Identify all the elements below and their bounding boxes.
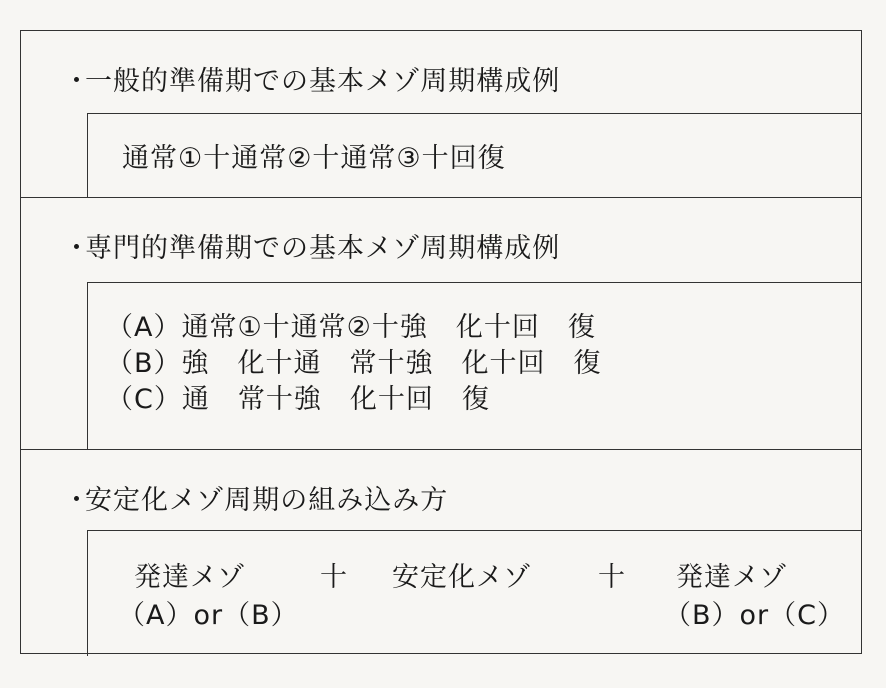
heading-text: 安定化メゾ周期の組み込み方 [85, 485, 449, 516]
example-box [87, 113, 861, 197]
figure-frame [20, 30, 862, 654]
example-box [87, 530, 861, 656]
example-line-c: （C）通 常十強 化十回 復 [106, 384, 490, 415]
plus-sign: 十 [320, 562, 348, 593]
development-meso-left: 発達メゾ [134, 562, 246, 593]
right-option: （B）or（C） [664, 600, 845, 631]
example-line: 通常①十通常②十通常③十回復 [122, 143, 506, 174]
example-line-b: （B）強 化十通 常十強 化十回 復 [106, 348, 602, 379]
section-general-preparation [21, 31, 861, 197]
section-stabilization [21, 449, 861, 655]
section-specific-preparation [21, 197, 861, 449]
bullet: ・ [63, 485, 91, 516]
section-heading [63, 226, 560, 265]
section-heading [63, 59, 560, 98]
example-box [87, 282, 861, 450]
bullet: ・ [63, 66, 91, 97]
heading-text: 専門的準備期での基本メゾ周期構成例 [85, 233, 561, 264]
heading-text: 一般的準備期での基本メゾ周期構成例 [85, 66, 561, 97]
left-option: （A）or（B） [118, 600, 299, 631]
stabilization-meso: 安定化メゾ [392, 562, 532, 593]
plus-sign: 十 [598, 562, 626, 593]
example-line-a: （A）通常①十通常②十強 化十回 復 [106, 312, 596, 343]
section-heading [63, 478, 448, 517]
development-meso-right: 発達メゾ [676, 562, 788, 593]
bullet: ・ [63, 233, 91, 264]
